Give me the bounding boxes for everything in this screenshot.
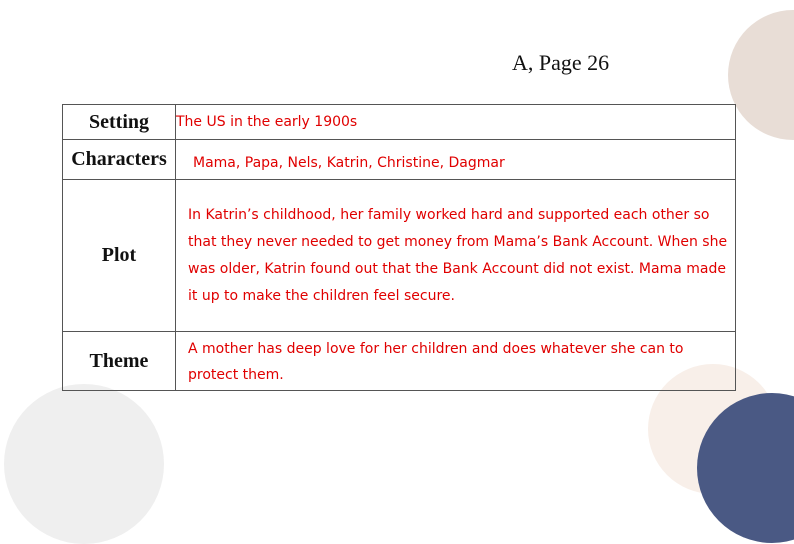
table-row-characters [63, 140, 736, 180]
theme-value: A mother has deep love for her children and does whatever she can to protect them. [176, 332, 736, 391]
setting-label: Setting [63, 105, 176, 140]
table-row-plot [63, 180, 736, 332]
theme-label: Theme [63, 332, 176, 391]
table-row-setting [63, 105, 736, 140]
decorative-circle-top-right [728, 10, 794, 140]
plot-value: In Katrin’s childhood, her family worked hard and supported each other so that they never needed to get money from Mama’s Bank Account. When she was older, Katrin found out that the Bank Account did not exist. Mama made it up to make the children feel secure. [176, 180, 736, 332]
table-row-theme [63, 332, 736, 391]
characters-value: Mama, Papa, Nels, Katrin, Christine, Dagmar [176, 140, 736, 180]
decorative-circle-bottom-left [4, 384, 164, 544]
page-reference: A, Page 26 [512, 50, 610, 75]
setting-value: The US in the early 1900s [176, 105, 736, 140]
characters-label: Characters [63, 140, 176, 180]
plot-label: Plot [63, 180, 176, 332]
story-summary-table [62, 104, 736, 391]
